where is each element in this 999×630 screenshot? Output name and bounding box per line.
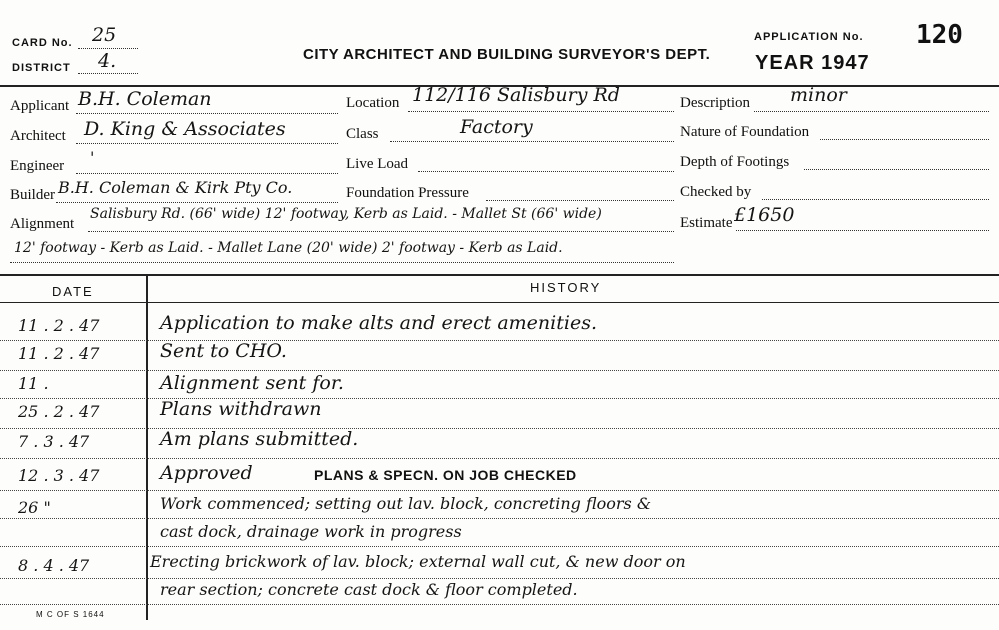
class-line	[390, 141, 674, 142]
description-label: Description	[680, 95, 750, 111]
history-header-divider	[0, 302, 999, 303]
description-value: minor	[790, 84, 847, 106]
history-entry: cast dock, drainage work in progress	[160, 522, 462, 541]
history-date: 25 . 2 . 47	[18, 402, 100, 421]
class-label: Class	[346, 126, 379, 142]
location-value: 112/116 Salisbury Rd	[412, 84, 620, 106]
builder-value: B.H. Coleman & Kirk Pty Co.	[58, 178, 293, 197]
history-row-line	[0, 370, 999, 371]
district-label: DISTRICT	[12, 62, 71, 74]
alignment-value-line2: 12' footway - Kerb as Laid. - Mallet Lane (20' wide) 2' footway - Kerb as Laid.	[14, 240, 563, 256]
alignment-value-line1: Salisbury Rd. (66' wide) 12' footway, Kerb as Laid. - Mallet St (66' wide)	[90, 206, 602, 222]
year-label: YEAR 1947	[755, 52, 870, 74]
application-no-label: APPLICATION No.	[754, 31, 864, 43]
nature-of-foundation-label: Nature of Foundation	[680, 124, 810, 140]
checked-by-line	[762, 199, 989, 200]
history-date: 7 . 3 . 47	[18, 432, 90, 451]
history-row-line	[0, 518, 999, 519]
history-row-line	[0, 428, 999, 429]
applicant-value: B.H. Coleman	[78, 88, 212, 110]
checked-by-label: Checked by	[680, 184, 752, 200]
history-date: 11 . 2 . 47	[18, 316, 100, 335]
history-entry: Alignment sent for.	[160, 372, 344, 394]
applicant-line	[76, 113, 338, 114]
history-entry: Plans withdrawn	[160, 398, 322, 420]
live-load-line	[418, 171, 674, 172]
foundation-pressure-label: Foundation Pressure	[346, 185, 469, 201]
form-code: M C OF S 1644	[36, 610, 105, 619]
history-row-line	[0, 490, 999, 491]
depth-of-footings-label: Depth of Footings	[680, 154, 790, 170]
depth-of-footings-line	[804, 169, 989, 170]
approved-stamp: PLANS & SPECN. ON JOB CHECKED	[314, 467, 577, 483]
applicant-label: Applicant	[10, 98, 70, 114]
builder-label: Builder	[10, 187, 55, 203]
architect-label: Architect	[10, 128, 66, 144]
history-date: 11 .	[18, 374, 49, 393]
live-load-label: Live Load	[346, 156, 409, 172]
history-column-header: HISTORY	[530, 280, 602, 295]
card-no-line	[78, 48, 138, 49]
department-title: CITY ARCHITECT AND BUILDING SURVEYOR'S DEPT.	[303, 46, 711, 63]
location-line	[408, 111, 674, 112]
card-no-value: 25	[92, 24, 117, 46]
card-no-label: CARD No.	[12, 37, 73, 49]
history-entry: Approved	[160, 462, 253, 484]
class-value: Factory	[460, 116, 533, 138]
engineer-line	[76, 173, 338, 174]
alignment-line2	[10, 262, 674, 263]
builder-line	[56, 202, 338, 203]
history-row-line	[0, 398, 999, 399]
engineer-value: '	[90, 148, 95, 167]
estimate-label: Estimate	[680, 215, 733, 231]
nature-of-foundation-line	[820, 139, 989, 140]
estimate-line	[736, 230, 989, 231]
date-column-header: DATE	[52, 284, 94, 299]
history-row-line	[0, 458, 999, 459]
history-top-border	[0, 274, 999, 276]
architect-value: D. King & Associates	[84, 118, 286, 140]
history-date: 11 . 2 . 47	[18, 344, 100, 363]
history-entry: Sent to CHO.	[160, 340, 287, 362]
application-no-value: 120	[916, 20, 963, 50]
history-row-line	[0, 604, 999, 605]
history-entry: Application to make alts and erect amenities.	[160, 312, 597, 334]
history-column-divider	[146, 274, 148, 620]
district-value: 4.	[98, 50, 117, 72]
history-date: 26 "	[18, 498, 51, 517]
engineer-label: Engineer	[10, 158, 65, 174]
alignment-label: Alignment	[10, 216, 75, 232]
history-entry: Am plans submitted.	[160, 428, 359, 450]
history-entry: Work commenced; setting out lav. block, concreting floors &	[160, 494, 652, 513]
history-date: 12 . 3 . 47	[18, 466, 100, 485]
history-row-line	[0, 340, 999, 341]
history-date: 8 . 4 . 47	[18, 556, 90, 575]
history-row-line	[0, 546, 999, 547]
alignment-line1	[88, 231, 674, 232]
architect-line	[76, 143, 338, 144]
estimate-value: £1650	[734, 204, 795, 226]
district-line	[78, 73, 138, 74]
foundation-pressure-line	[486, 200, 674, 201]
description-line	[754, 111, 989, 112]
location-label: Location	[346, 95, 400, 111]
history-row-line	[0, 578, 999, 579]
history-entry: Erecting brickwork of lav. block; external wall cut, & new door on	[150, 552, 686, 571]
history-entry: rear section; concrete cast dock & floor completed.	[160, 580, 578, 599]
